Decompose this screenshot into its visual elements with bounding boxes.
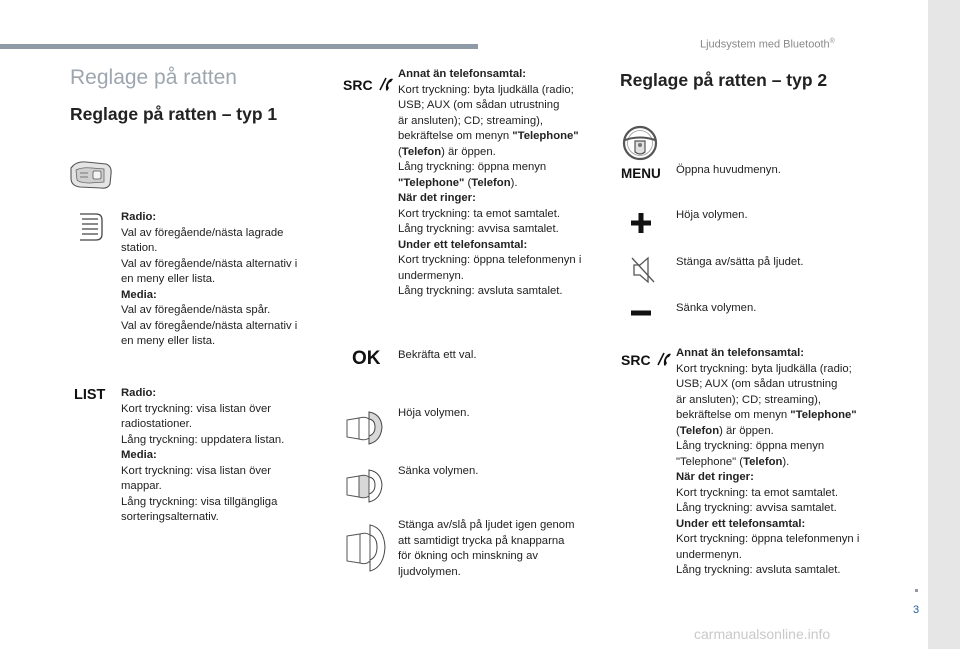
- type2-heading: Reglage på ratten – typ 2: [620, 70, 828, 90]
- mute-speaker-icon: [630, 255, 656, 285]
- text-line: [676, 424, 859, 440]
- text-fragment: Telefon: [743, 455, 783, 468]
- text-line: Kort tryckning: byta ljudkälla (radio;: [676, 362, 852, 375]
- radio-label: Radio:: [121, 387, 157, 399]
- mute-description-type2: Stänga av/sätta på ljudet.: [676, 256, 804, 268]
- text-line: [398, 129, 581, 145]
- text-line: ljudvolymen.: [398, 565, 461, 578]
- text-fragment: "Telephone": [790, 409, 857, 421]
- mute-paddles-icon: [345, 522, 387, 574]
- page-margin-strip: [928, 0, 960, 649]
- text-fragment: ) är öppen.: [441, 145, 496, 158]
- text-line: Kort tryckning: öppna telefonmenyn i: [398, 254, 582, 266]
- text-line: Lång tryckning: visa tillgängliga: [121, 495, 278, 508]
- header-registered-mark: ®: [829, 38, 835, 45]
- not-phone-call-label: Annat än telefonsamtal:: [398, 68, 527, 80]
- text-line: [398, 145, 581, 161]
- volume-up-description: Höja volymen.: [398, 407, 470, 419]
- radio-label: Radio:: [121, 211, 157, 223]
- text-fragment: ).: [510, 176, 518, 189]
- mute-description: [398, 518, 574, 580]
- text-fragment: "Telephone": [512, 130, 579, 142]
- text-line: undermenyn.: [676, 548, 742, 561]
- plus-description: Höja volymen.: [676, 209, 748, 221]
- text-line: Lång tryckning: avsluta samtalet.: [398, 285, 563, 297]
- media-label: Media:: [121, 288, 157, 301]
- text-line: mappar.: [121, 480, 162, 492]
- text-fragment: "Telephone": [398, 176, 465, 189]
- type1-heading: Reglage på ratten – typ 1: [70, 104, 278, 124]
- text-line: är ansluten); CD; streaming),: [398, 114, 544, 127]
- steering-wheel-icon: [622, 124, 658, 162]
- ok-button-icon: OK: [352, 348, 381, 369]
- text-fragment: bekräftelse om menyn: [398, 130, 513, 142]
- text-line: [676, 455, 859, 471]
- text-line: USB; AUX (om sådan utrustning: [398, 99, 560, 111]
- text-line: Stänga av/slå på ljudet igen genom: [398, 519, 575, 531]
- text-line: sorteringsalternativ.: [121, 511, 219, 523]
- plus-icon: [630, 212, 652, 234]
- text-line: Lång tryckning: avvisa samtalet.: [676, 502, 837, 514]
- src-description-type2: [676, 346, 859, 579]
- ringing-label: När det ringer:: [676, 471, 754, 483]
- scroll-wheel-icon: [76, 212, 104, 242]
- text-line: radiostationer.: [121, 418, 192, 430]
- radio-media-description: [121, 210, 297, 350]
- src-phone-icon-type2: [621, 351, 673, 370]
- text-fragment: ) är öppen.: [719, 424, 774, 437]
- minus-icon: [630, 308, 652, 318]
- text-line: Lång tryckning: öppna menyn: [676, 440, 825, 452]
- media-label: Media:: [121, 449, 157, 461]
- text-line: Kort tryckning: visa listan över: [121, 402, 272, 415]
- text-line: station.: [121, 242, 158, 254]
- steering-switch-icon: [68, 158, 114, 192]
- list-button-icon: LIST: [74, 387, 106, 403]
- text-fragment: Telefon: [401, 145, 442, 158]
- text-line: Lång tryckning: avvisa samtalet.: [398, 223, 559, 235]
- volume-down-paddle-icon: [345, 468, 385, 504]
- text-line: är ansluten); CD; streaming),: [676, 393, 822, 406]
- text-line: Val av föregående/nästa spår.: [121, 304, 271, 316]
- text-fragment: Telefon: [471, 176, 511, 189]
- page-number: 3: [913, 604, 920, 616]
- text-line: Lång tryckning: öppna menyn: [398, 161, 547, 173]
- text-line: Kort tryckning: ta emot samtalet.: [398, 207, 560, 220]
- text-line: [676, 408, 859, 424]
- text-line: Lång tryckning: uppdatera listan.: [121, 433, 285, 446]
- section-title: Reglage på ratten: [70, 66, 237, 89]
- minus-description: Sänka volymen.: [676, 302, 757, 314]
- list-description: [121, 386, 284, 526]
- during-call-label: Under ett telefonsamtal:: [398, 238, 528, 251]
- header-accent-bar: [0, 44, 478, 49]
- text-line: att samtidigt trycka på knapparna: [398, 534, 565, 547]
- text-line: [398, 176, 581, 192]
- text-line: en meny eller lista.: [121, 335, 216, 347]
- page-header: [700, 38, 835, 51]
- not-phone-call-label: Annat än telefonsamtal:: [676, 347, 805, 359]
- phone-handset-icon: [655, 351, 673, 367]
- text-line: Val av föregående/nästa lagrade: [121, 226, 284, 239]
- text-line: Val av föregående/nästa alternativ i: [121, 257, 298, 270]
- text-line: en meny eller lista.: [121, 273, 216, 285]
- text-line: Kort tryckning: visa listan över: [121, 464, 272, 477]
- text-fragment: ).: [782, 455, 790, 468]
- text-line: Kort tryckning: byta ljudkälla (radio;: [398, 83, 574, 96]
- text-fragment: (: [398, 145, 402, 158]
- page-marker: [915, 589, 918, 592]
- src-label: SRC: [621, 352, 651, 368]
- text-fragment: bekräftelse om menyn: [676, 409, 791, 421]
- text-fragment: (: [464, 176, 472, 189]
- text-line: Val av föregående/nästa alternativ i: [121, 319, 298, 332]
- text-fragment: Telefon: [679, 424, 720, 437]
- src-phone-icon: [343, 76, 395, 95]
- text-line: Lång tryckning: avsluta samtalet.: [676, 564, 841, 576]
- phone-handset-icon: [377, 76, 395, 92]
- header-title: Ljudsystem med Bluetooth: [700, 38, 830, 51]
- text-fragment: "Telephone" (: [676, 455, 744, 468]
- menu-button-icon: MENU: [621, 166, 661, 181]
- ringing-label: När det ringer:: [398, 192, 476, 204]
- text-fragment: (: [676, 424, 680, 437]
- ok-description: Bekräfta ett val.: [398, 349, 477, 361]
- volume-down-description: Sänka volymen.: [398, 465, 479, 477]
- text-line: Kort tryckning: öppna telefonmenyn i: [676, 533, 860, 545]
- during-call-label: Under ett telefonsamtal:: [676, 517, 806, 530]
- text-line: för ökning och minskning av: [398, 550, 539, 562]
- text-line: USB; AUX (om sådan utrustning: [676, 378, 838, 390]
- menu-description: Öppna huvudmenyn.: [676, 164, 781, 176]
- text-line: Kort tryckning: ta emot samtalet.: [676, 486, 838, 499]
- text-line: undermenyn.: [398, 269, 464, 282]
- watermark: carmanualsonline.info: [694, 626, 831, 642]
- src-description: [398, 67, 581, 300]
- src-label: SRC: [343, 77, 373, 93]
- volume-up-paddle-icon: [345, 410, 385, 446]
